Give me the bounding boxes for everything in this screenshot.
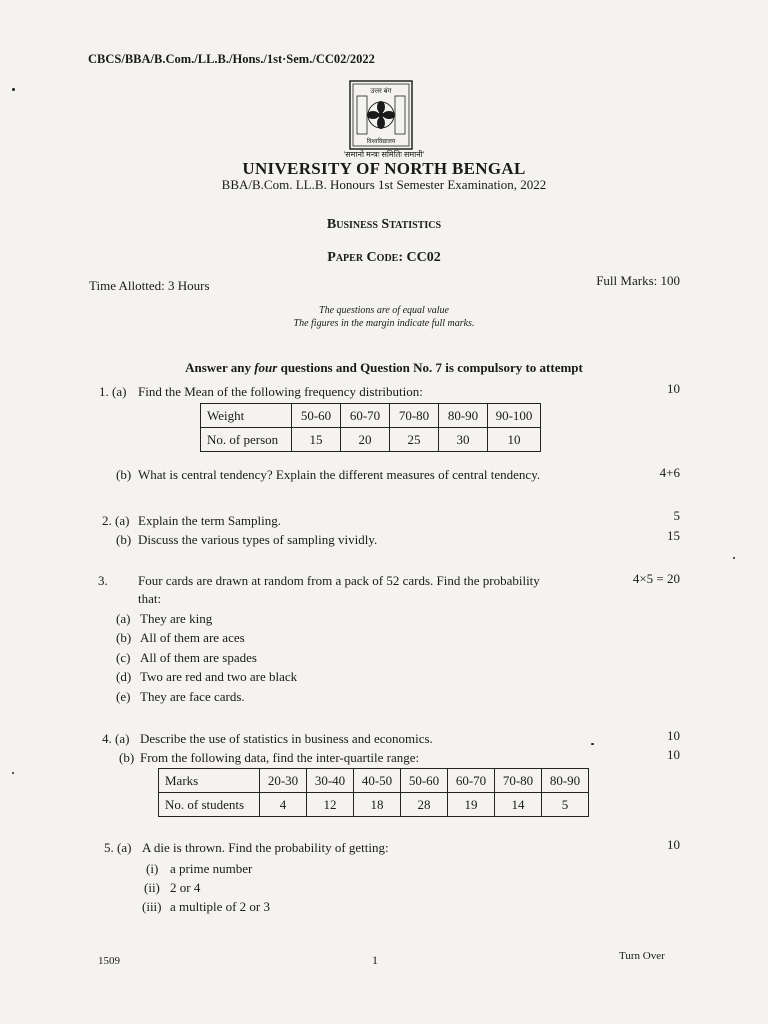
table-cell: 12 [307,793,354,817]
q3-item-text: All of them are aces [140,630,245,645]
q3-item-label: (a) [116,611,131,626]
q3-item-text: Two are red and two are black [140,669,298,684]
full-marks: Full Marks: 100 [596,273,680,288]
table-cell: 30-40 [307,769,354,793]
q3-marks: 4×5 = 20 [632,571,680,586]
marks-students-table [158,768,589,817]
table-row [159,793,589,817]
q3-item-label: (c) [116,650,131,665]
paper-reference-code: CBCS/BBA/B.Com./LL.B./Hons./1st·Sem./CC02/2022 [88,52,375,66]
table-cell: 19 [448,793,495,817]
q2b-marks: 15 [667,528,680,543]
table-cell: 28 [401,793,448,817]
q3-item-label: (d) [116,669,132,684]
paper-code: Paper Code: CC02 [327,250,441,265]
exam-title: BBA/B.Com. LL.B. Honours 1st Semester Examination, 2022 [221,177,547,192]
scan-speck [12,88,15,91]
table-cell: 80-90 [542,769,589,793]
university-emblem-icon [349,80,413,150]
q2b-text: Discuss the various types of sampling vividly. [138,532,378,547]
q1a-number: 1. (a) [99,384,127,399]
q5a-text: A die is thrown. Find the probability of getting: [142,840,389,855]
note-margin-marks: The figures in the margin indicate full marks. [293,318,475,329]
note-equal-value: The questions are of equal value [319,305,449,316]
q3-text: Four cards are drawn at random from a pack of 52 cards. Find the probability [138,573,540,588]
table-cell: 80-90 [439,404,488,428]
table-cell: Marks [159,769,260,793]
q4b-number: (b) [119,750,135,765]
q4b-marks: 10 [667,747,680,762]
table-cell: 40-50 [354,769,401,793]
table-cell: No. of students [159,793,260,817]
q3-item-label: (b) [116,630,132,645]
scan-speck [12,772,14,774]
q5-item-label: (iii) [142,899,162,914]
weight-frequency-table [200,403,541,452]
q5-item-text: a prime number [170,861,253,876]
q3-item-text: They are king [140,611,213,626]
table-cell: 14 [495,793,542,817]
subject-title: Business Statistics [326,217,442,232]
table-cell: 60-70 [341,404,390,428]
table-cell: 50-60 [401,769,448,793]
table-cell: 70-80 [390,404,439,428]
table-cell: 60-70 [448,769,495,793]
q4a-marks: 10 [667,728,680,743]
table-row [201,404,541,428]
table-cell: 20-30 [260,769,307,793]
table-cell: 5 [542,793,589,817]
turn-over: Turn Over [619,950,665,962]
q2b-number: (b) [116,532,132,547]
q1b-number: (b) [116,467,132,482]
svg-text:उत्तर बंग: उत्तर बंग [370,87,392,95]
table-row [159,769,589,793]
q3-item-text: All of them are spades [140,650,257,665]
q3-item-text: They are face cards. [140,689,245,704]
q4b-text: From the following data, find the inter-quartile range: [140,750,420,765]
q3-text-cont: that: [138,591,162,606]
table-cell: 25 [390,428,439,452]
table-cell: 30 [439,428,488,452]
q5a-number: 5. (a) [104,840,132,855]
instruction: Answer any four questions and Question No. 7 is compulsory to attempt [185,360,583,375]
table-cell: 50-60 [292,404,341,428]
q5a-marks: 10 [667,837,680,852]
scan-speck [733,557,735,559]
page-number: 1 [372,953,378,967]
table-row [201,428,541,452]
q1b-marks: 4+6 [659,465,680,480]
table-cell: 70-80 [495,769,542,793]
university-name: UNIVERSITY OF NORTH BENGAL [242,159,526,178]
q4a-text: Describe the use of statistics in business and economics. [140,731,433,746]
footer-code: 1509 [98,955,120,967]
q1a-marks: 10 [667,381,680,396]
q5-item-label: (i) [146,861,159,876]
table-cell: No. of person [201,428,292,452]
q2a-text: Explain the term Sampling. [138,513,281,528]
q2a-number: 2. (a) [102,513,130,528]
table-cell: 20 [341,428,390,452]
table-cell: 4 [260,793,307,817]
q4a-number: 4. (a) [102,731,130,746]
svg-text:विश्वविद्यालय: विश्वविद्यालय [366,139,396,145]
q1b-text: What is central tendency? Explain the different measures of central tendency. [138,467,541,482]
time-allotted: Time Allotted: 3 Hours [89,278,210,293]
scan-speck [591,743,594,745]
q2a-marks: 5 [673,508,680,523]
table-cell: 18 [354,793,401,817]
q5-item-text: a multiple of 2 or 3 [170,899,271,914]
q5-item-text: 2 or 4 [170,880,201,895]
table-cell: Weight [201,404,292,428]
table-cell: 10 [488,428,541,452]
table-cell: 15 [292,428,341,452]
q1a-text: Find the Mean of the following frequency distribution: [138,384,423,399]
q5-item-label: (ii) [144,880,160,895]
q3-item-label: (e) [116,689,131,704]
q3-number: 3. [98,573,108,588]
table-cell: 90-100 [488,404,541,428]
motto: 'समानो मन्त्रः समितिः समानी' [343,150,425,159]
